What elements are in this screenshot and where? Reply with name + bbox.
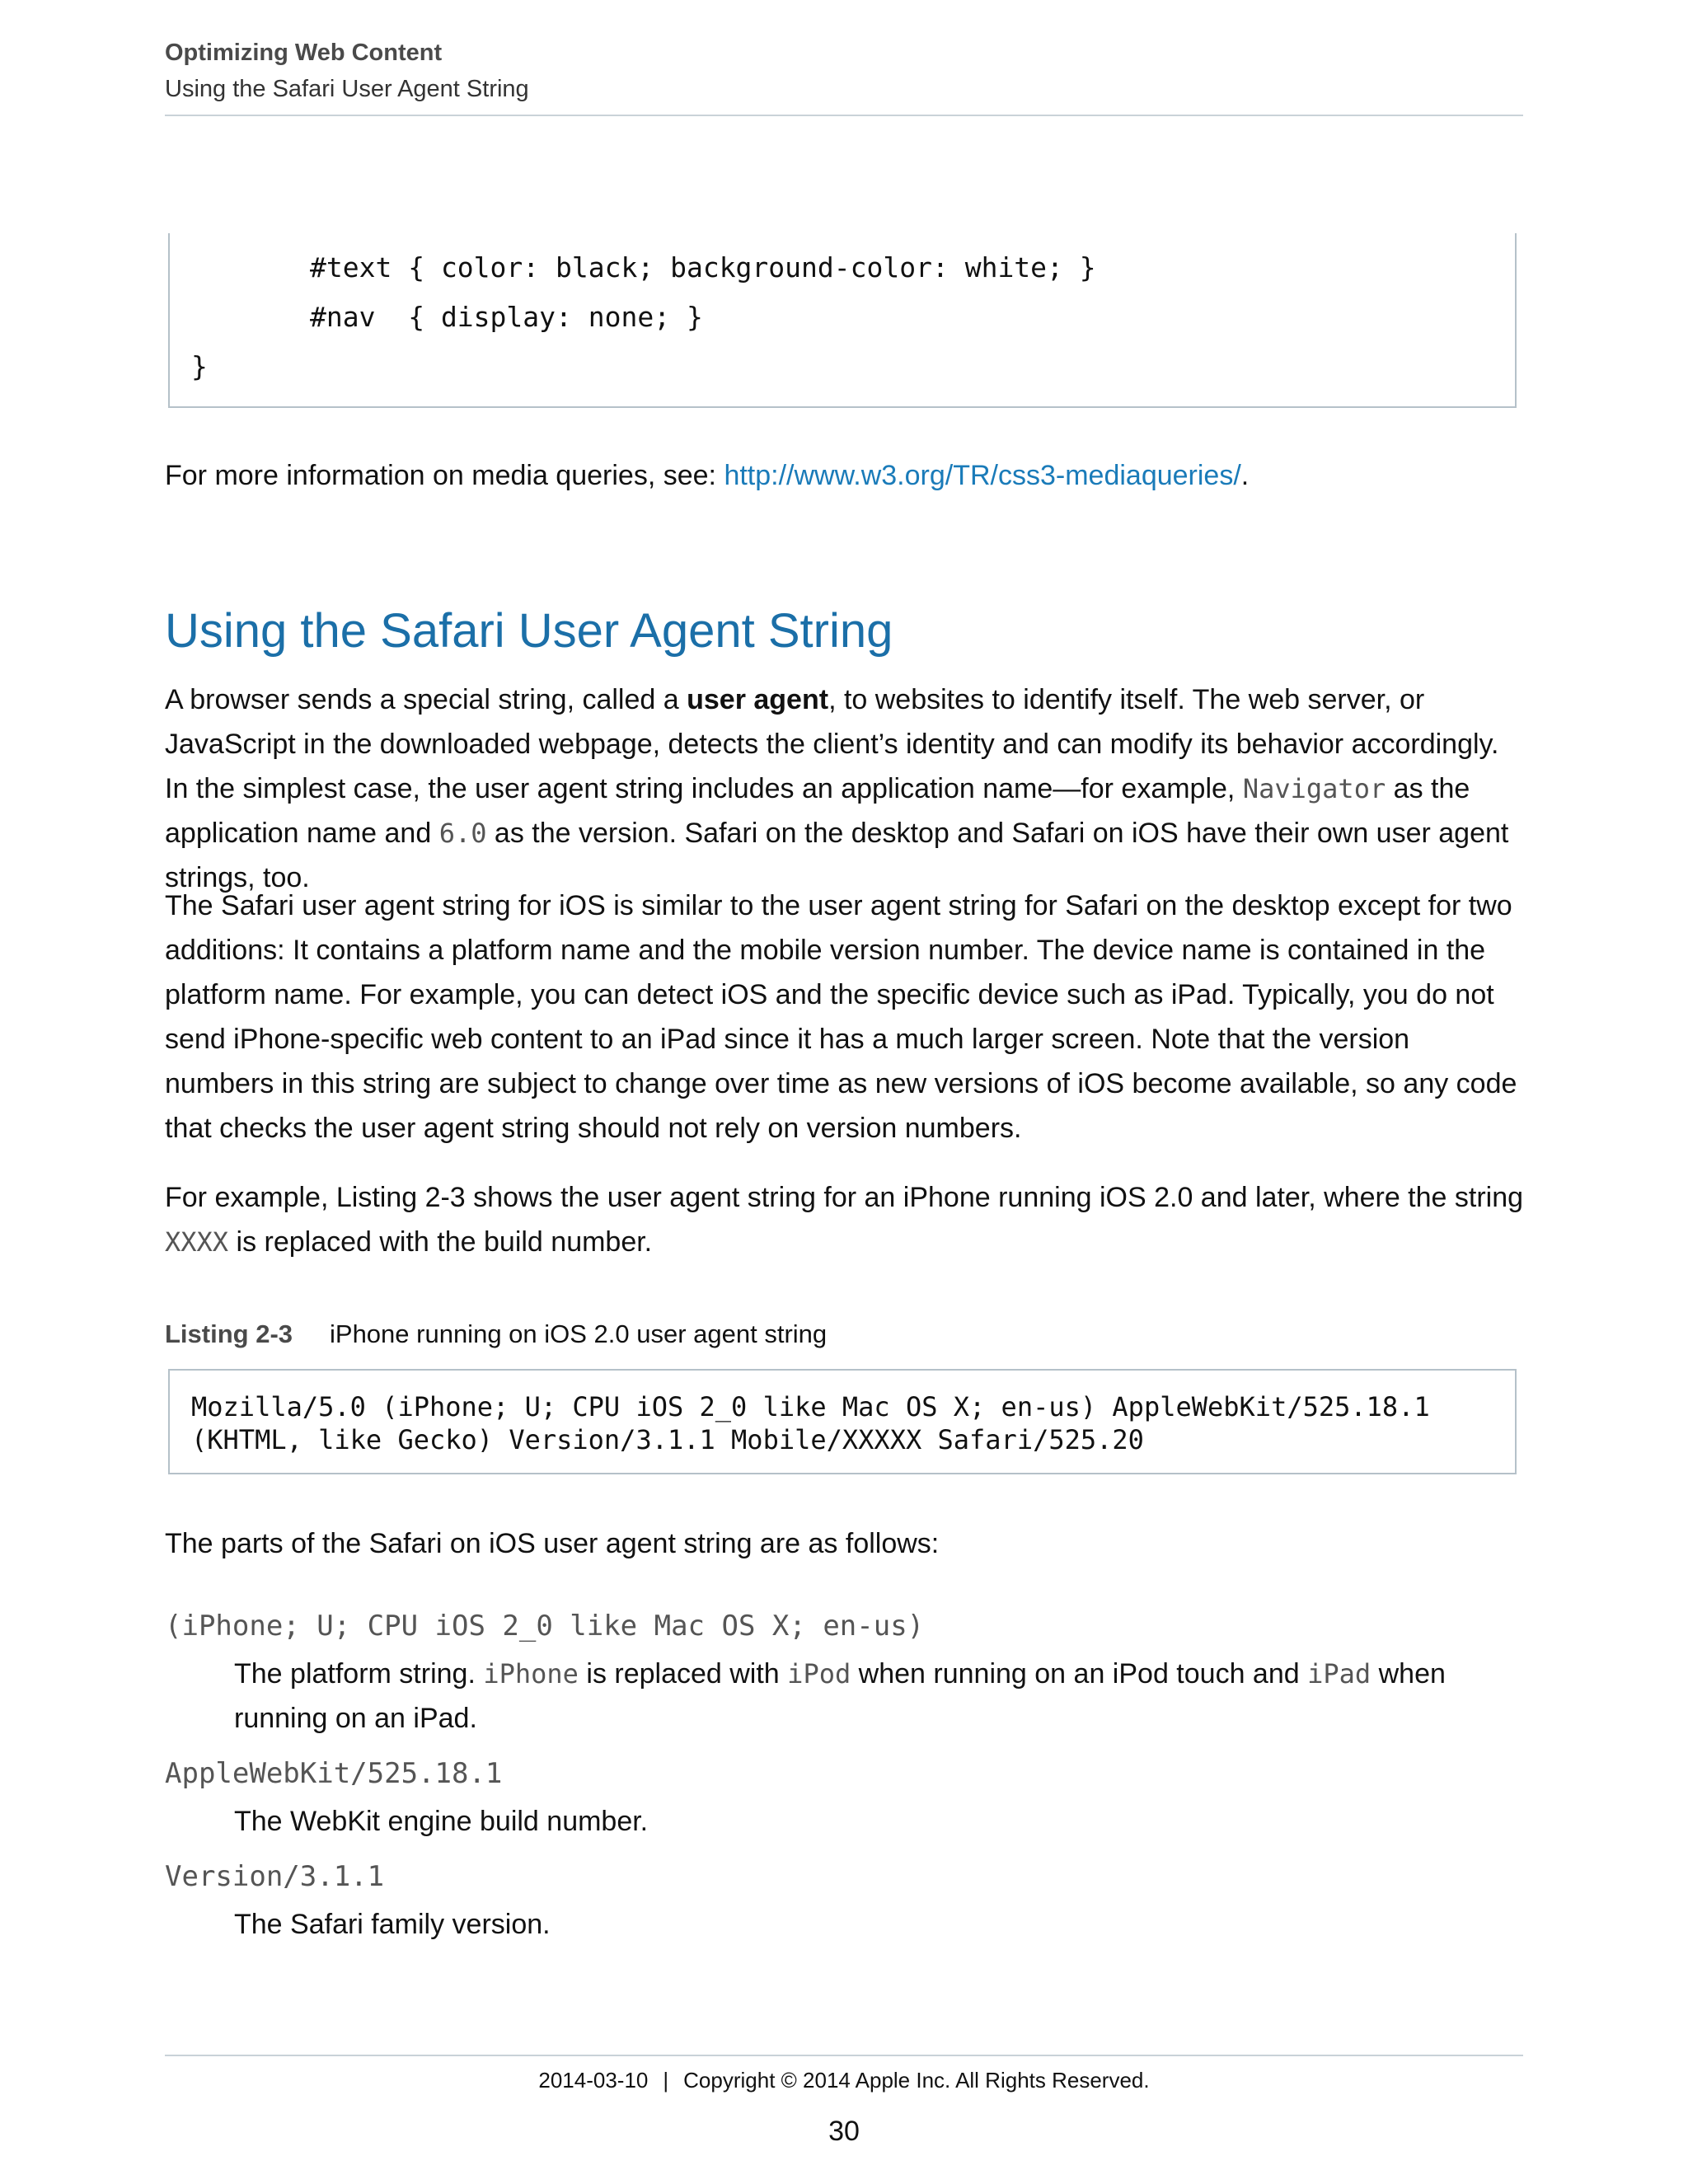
page-number: 30 — [828, 2116, 860, 2147]
listing-title: iPhone running on iOS 2.0 user agent string — [330, 1319, 828, 1348]
footer-date: 2014-03-10 — [538, 2068, 649, 2093]
code-build-placeholder: XXXX — [165, 1226, 229, 1258]
code-listing-user-agent — [168, 1369, 1517, 1474]
definition-webkit-build: The WebKit engine build number. — [234, 1806, 649, 1837]
code-navigator: Navigator — [1242, 773, 1386, 804]
paragraph-user-agent-intro: A browser sends a special string, called a user agent, to websites to identify itself. The web server, or JavaScript in the downloaded webpage, detects the client’s identity and can modify its behavior accordingly. In the simplest case, the user agent string includes an application name—for example, Navigator as the application name and 6.0 as the version. Safari on the desktop and Safari on iOS have their own user agent strings, too. — [165, 684, 1509, 893]
paragraph-listing-intro: For example, Listing 2-3 shows the user agent string for an iPhone running iOS 2.0 and later, where the string XXXX is replaced with the build number. — [165, 1182, 1524, 1258]
footer-copyright-line — [0, 2068, 1688, 2093]
definition-platform-string: The platform string. iPhone is replaced with iPod when running on an iPod touch and iPad when running on an iPad. — [234, 1658, 1446, 1734]
listing-caption — [165, 1319, 828, 1349]
code-line: #text { color: black; background-color: white; } — [310, 251, 1096, 284]
parts-intro: The parts of the Safari on iOS user agent string are as follows: — [165, 1528, 940, 1559]
header-book-title: Optimizing Web Content — [165, 40, 443, 66]
code-line: (KHTML, like Gecko) Version/3.1.1 Mobile/XXXXX Safari/525.20 — [191, 1424, 1144, 1455]
term-platform-string: (iPhone; U; CPU iOS 2_0 like Mac OS X; en-us) — [165, 1610, 925, 1643]
paragraph-ios-user-agent: The Safari user agent string for iOS is similar to the user agent string for Safari on the desktop except for two additions: It contains a platform name and the mobile version number. The device name is contained in the platform name. For example, you can detect iOS and the specific device such as iPad. Typically, you do not send iPhone-specific web content to an iPad since it has a much larger screen. Note that the version numbers in this string are subject to change over time as new versions of iOS become available, so any code that checks the user agent string should not rely on version numbers. — [165, 890, 1517, 1144]
header-divider — [165, 115, 1523, 116]
media-query-note-text: For more information on media queries, see: — [165, 460, 724, 491]
footer-separator: | — [663, 2068, 669, 2093]
media-query-note: For more information on media queries, see: http://www.w3.org/TR/css3-mediaqueries/. — [165, 460, 1250, 491]
footer-divider — [165, 2055, 1523, 2056]
media-queries-link[interactable]: http://www.w3.org/TR/css3-mediaqueries/ — [724, 460, 1241, 491]
listing-number: Listing 2-3 — [165, 1319, 293, 1348]
code-listing-continued — [168, 233, 1517, 408]
term-safari-version: Version/3.1.1 — [165, 1860, 385, 1893]
term-user-agent: user agent — [687, 684, 829, 715]
code-line: #nav { display: none; } — [310, 301, 703, 333]
definition-safari-version: The Safari family version. — [234, 1909, 551, 1940]
code-version: 6.0 — [438, 818, 487, 849]
header-chapter-title: Using the Safari User Agent String — [165, 76, 529, 102]
term-webkit-build: AppleWebKit/525.18.1 — [165, 1757, 503, 1790]
section-heading: Using the Safari User Agent String — [165, 604, 893, 658]
code-line: Mozilla/5.0 (iPhone; U; CPU iOS 2_0 like Mac OS X; en-us) AppleWebKit/525.18.1 — [191, 1391, 1430, 1422]
footer-copyright: Copyright © 2014 Apple Inc. All Rights Reserved. — [683, 2068, 1150, 2093]
code-line: } — [191, 350, 208, 382]
